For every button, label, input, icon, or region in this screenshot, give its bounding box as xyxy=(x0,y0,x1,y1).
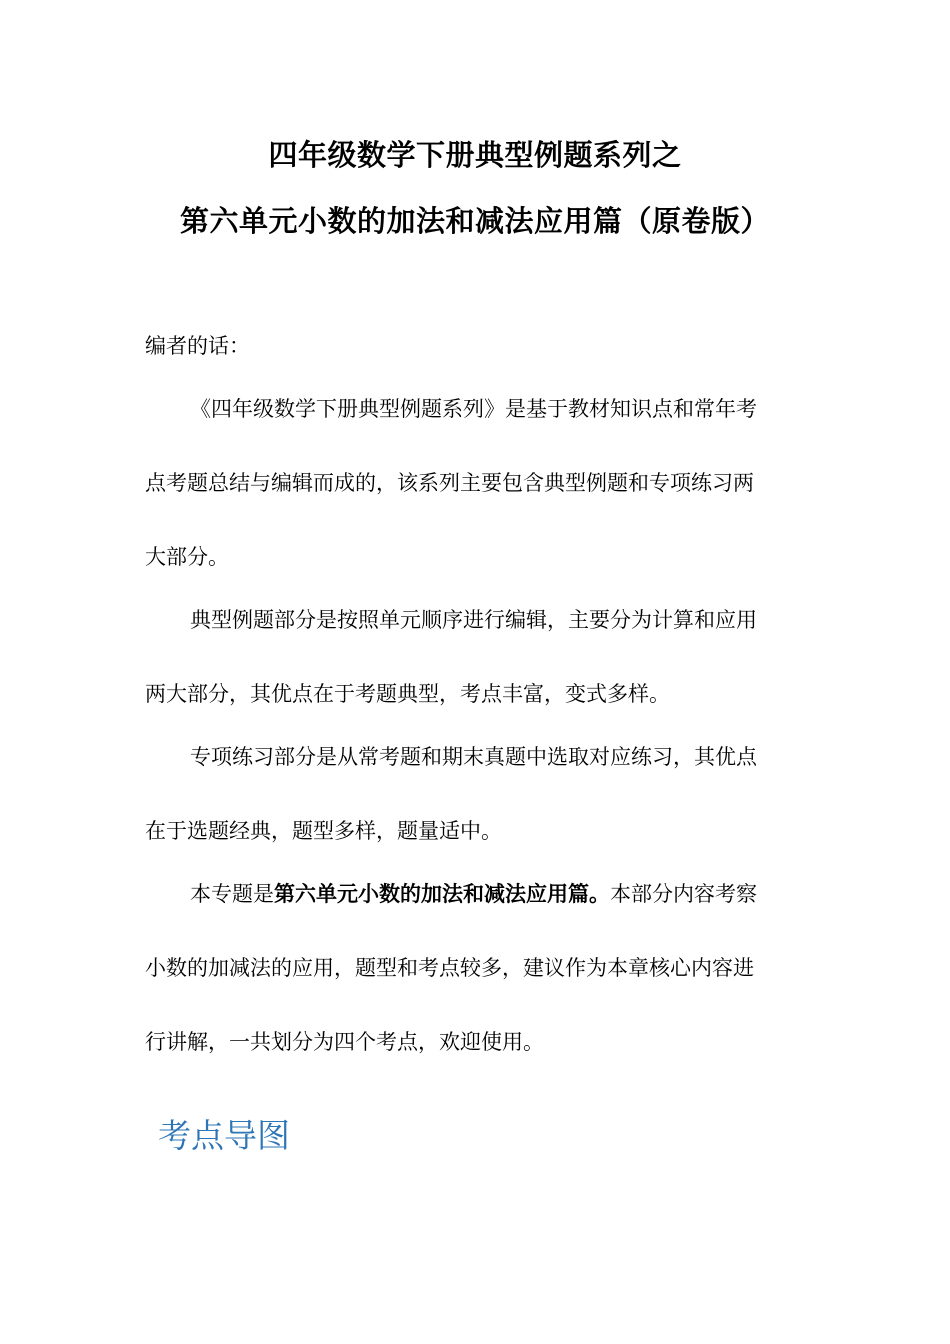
paragraph-2-line-2: 两大部分，其优点在于考题典型，考点丰富，变式多样。 xyxy=(145,682,670,706)
paragraph-4-suffix: 本部分内容考察 xyxy=(610,882,757,906)
paragraph-3-line-2: 在于选题经典，题型多样，题量适中。 xyxy=(145,819,502,843)
paragraph-2-line-1: 典型例题部分是按照单元顺序进行编辑，主要分为计算和应用 xyxy=(190,608,757,632)
paragraph-1-line-1: 《四年级数学下册典型例题系列》是基于教材知识点和常年考 xyxy=(190,397,757,421)
paragraph-4-topic: 第六单元小数的加法和减法应用篇。 xyxy=(274,882,610,906)
editor-label: 编者的话： xyxy=(145,334,250,358)
paragraph-1-line-3: 大部分。 xyxy=(145,545,229,569)
paragraph-4-line-2: 小数的加减法的应用，题型和考点较多，建议作为本章核心内容进 xyxy=(145,956,754,980)
paragraph-3-line-1: 专项练习部分是从常考题和期末真题中选取对应练习，其优点 xyxy=(190,745,757,769)
title-line-1: 四年级数学下册典型例题系列之 xyxy=(268,138,682,172)
paragraph-4-prefix: 本专题是 xyxy=(190,882,274,906)
paragraph-4-line-3: 行讲解，一共划分为四个考点，欢迎使用。 xyxy=(145,1030,544,1054)
section-heading: 考点导图 xyxy=(158,1116,290,1155)
paragraph-1-line-2: 点考题总结与编辑而成的，该系列主要包含典型例题和专项练习两 xyxy=(145,471,754,495)
paragraph-4-line-1 xyxy=(190,880,757,908)
title-line-2: 第六单元小数的加法和减法应用篇（原卷版） xyxy=(179,204,770,238)
